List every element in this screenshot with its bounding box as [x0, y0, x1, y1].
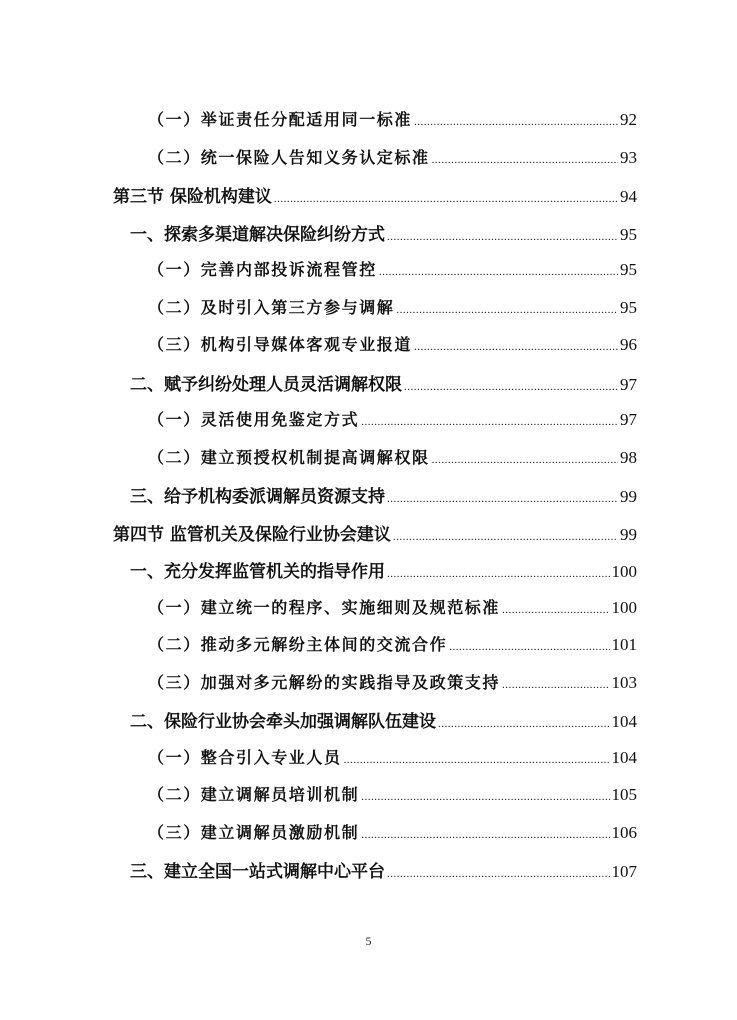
toc-leader-dots	[387, 568, 610, 580]
toc-entry[interactable]	[148, 257, 637, 287]
toc-entry-title: 三、给予机构委派调解员资源支持	[130, 487, 385, 507]
toc-entry[interactable]	[130, 707, 637, 737]
toc-leader-dots	[449, 641, 609, 653]
toc-entry-title: （一）建立统一的程序、实施细则及规范标准	[148, 597, 501, 617]
toc-leader-dots	[432, 454, 618, 466]
toc-entry-page: 92	[620, 110, 637, 129]
toc-entry-page: 100	[611, 562, 637, 581]
toc-leader-dots	[404, 381, 618, 393]
toc-section-heading[interactable]	[113, 182, 637, 212]
toc-entry-page: 101	[611, 635, 637, 654]
toc-leader-dots	[414, 116, 618, 128]
toc-leader-dots	[502, 604, 609, 616]
toc-entry-page: 106	[611, 822, 637, 842]
toc-entry[interactable]	[130, 557, 637, 587]
toc-leader-dots	[379, 266, 618, 278]
toc-entry-page: 93	[620, 147, 637, 167]
toc-entry-page: 94	[620, 187, 637, 206]
toc-entry-page: 104	[611, 712, 637, 731]
toc-entry-page: 105	[611, 785, 637, 804]
toc-leader-dots	[344, 754, 610, 766]
toc-entry-page: 95	[620, 260, 637, 279]
toc-entry-title: 二、保险行业协会牵头加强调解队伍建设	[130, 712, 436, 732]
toc-entry[interactable]	[148, 670, 637, 700]
toc-entry-title: （二）推动多元解纷主体间的交流合作	[148, 635, 448, 654]
toc-entry-title: 第四节 监管机关及保险行业协会建议	[113, 524, 391, 545]
toc-leader-dots	[387, 868, 610, 880]
toc-entry-title: （二）建立预授权机制提高调解权限	[148, 447, 430, 467]
toc-entry[interactable]	[148, 295, 637, 325]
toc-leader-dots	[393, 531, 618, 543]
toc-entry-page: 107	[611, 862, 637, 881]
toc-entry[interactable]	[148, 145, 637, 175]
toc-entry[interactable]	[148, 445, 637, 475]
toc-entry-title: （一）整合引入专业人员	[148, 747, 342, 767]
toc-entry-title: （二）统一保险人告知义务认定标准	[148, 147, 430, 167]
toc-section-heading[interactable]	[113, 520, 637, 550]
toc-entry-page: 99	[620, 524, 637, 544]
toc-entry[interactable]	[148, 107, 637, 137]
toc-leader-dots	[414, 341, 618, 353]
toc-entry-title: （三）机构引导媒体客观专业报道	[148, 335, 413, 354]
toc-entry[interactable]	[148, 820, 637, 850]
toc-entry-title: （二）及时引入第三方参与调解	[148, 297, 395, 317]
toc-entry-title: 一、探索多渠道解决保险纠纷方式	[130, 224, 385, 245]
toc-entry-title: 一、充分发挥监管机关的指导作用	[130, 562, 385, 582]
toc-leader-dots	[361, 829, 609, 841]
toc-entry[interactable]	[148, 632, 637, 662]
toc-entry[interactable]	[130, 220, 637, 250]
toc-leader-dots	[396, 304, 618, 316]
toc-entry[interactable]	[130, 482, 637, 512]
toc-entry[interactable]	[148, 745, 637, 775]
toc-entry-page: 100	[611, 597, 637, 617]
toc-entry-page: 95	[620, 297, 637, 317]
toc-entry[interactable]	[130, 857, 637, 887]
toc-entry-title: 三、建立全国一站式调解中心平台	[130, 862, 385, 882]
toc-entry-title: （一）灵活使用免鉴定方式	[148, 410, 360, 429]
toc-entry-page: 98	[620, 447, 637, 467]
toc-entry[interactable]	[148, 332, 637, 362]
toc-entry-page: 104	[611, 747, 637, 767]
page-number: 5	[365, 934, 372, 948]
toc-entry-page: 99	[620, 487, 637, 506]
toc-entry-title: （一）举证责任分配适用同一标准	[148, 110, 413, 129]
toc-leader-dots	[438, 718, 610, 730]
toc-leader-dots	[387, 231, 618, 243]
toc-entry-title: （三）加强对多元解纷的实践指导及政策支持	[148, 672, 501, 692]
toc-entry[interactable]	[130, 370, 637, 400]
toc-entry[interactable]	[148, 782, 637, 812]
toc-entry-title: （三）建立调解员激励机制	[148, 822, 360, 842]
toc-entry-title: （一）完善内部投诉流程管控	[148, 260, 377, 279]
toc-entry-page: 97	[620, 410, 637, 429]
toc-entry-page: 103	[611, 672, 637, 692]
toc-entry[interactable]	[148, 407, 637, 437]
toc-entry-page: 96	[620, 335, 637, 354]
toc-leader-dots	[274, 193, 618, 205]
toc-entry[interactable]	[148, 595, 637, 625]
toc-entry-page: 95	[620, 224, 637, 244]
toc-entry-title: 第三节 保险机构建议	[113, 187, 272, 207]
toc-leader-dots	[432, 154, 618, 166]
toc-leader-dots	[502, 679, 609, 691]
toc-entry-title: （二）建立调解员培训机制	[148, 785, 360, 804]
toc-leader-dots	[387, 493, 618, 505]
toc-leader-dots	[361, 791, 609, 803]
toc-leader-dots	[361, 416, 618, 428]
toc-entry-page: 97	[620, 374, 637, 394]
toc-entry-title: 二、赋予纠纷处理人员灵活调解权限	[130, 374, 402, 395]
